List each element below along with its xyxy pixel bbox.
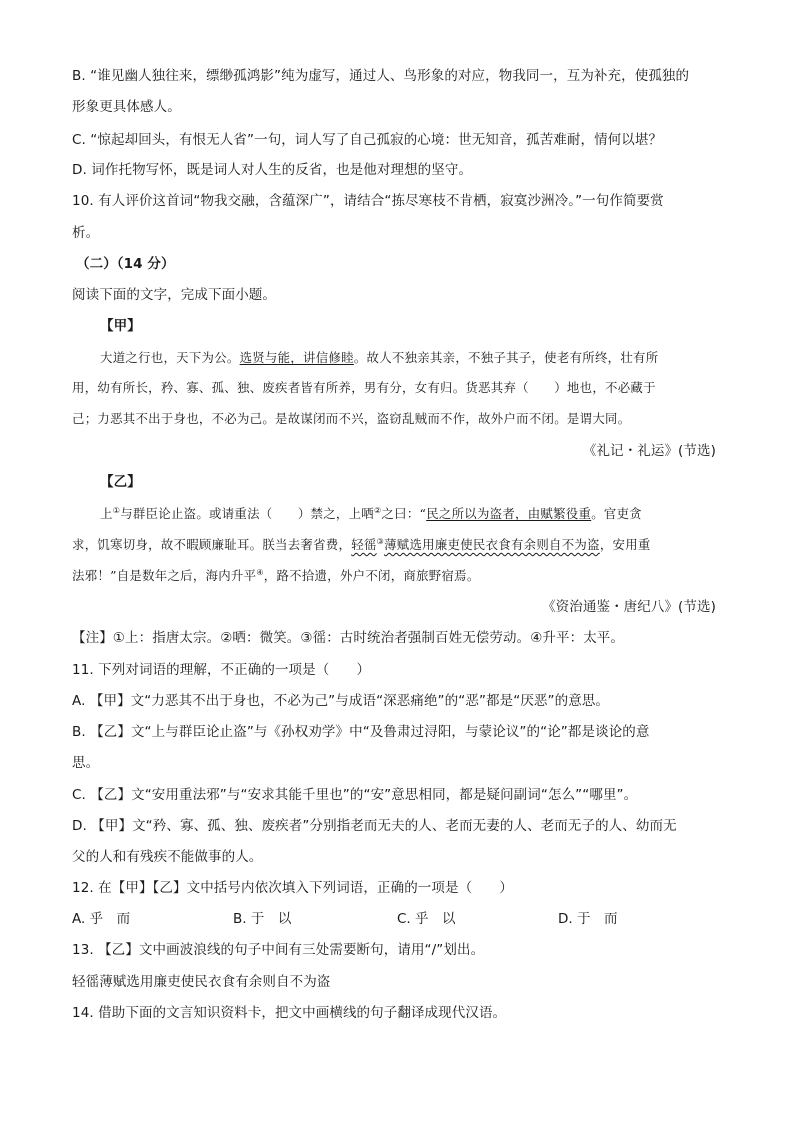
q9-option-b-line1: B. “谁见幽人独往来，缥缈孤鸿影”纯为虚写，通过人、鸟形象的对应，物我同一，互为补充，使孤独的 (72, 68, 690, 84)
passage-yi-label: 【乙】 (100, 474, 141, 490)
annotation-note: 【注】①上：指唐太宗。②哂：微笑。③徭：古时统治者强制百姓无偿劳动。④升平：太平。 (72, 630, 625, 646)
passage-yi-line2: 求，饥寒切身，故不暇顾廉耻耳。朕当去奢省费，轻徭③薄赋选用廉吏使民衣食有余则自不为盗，安用重 (72, 536, 651, 552)
q10-line1: 10. 有人评价这首词“物我交融，含蕴深广”，请结合“拣尽寒枝不肯栖，寂寞沙洲冷。”一句作简要赏 (72, 193, 664, 209)
section-instruction: 阅读下面的文字，完成下面小题。 (72, 287, 276, 303)
q11-option-d-line1: D. 【甲】文“矜、寡、孤、独、废疾者”分别指老而无夫的人、老而无妻的人、老而无子的人、幼而无 (72, 818, 677, 834)
q11-option-b-line1: B. 【乙】文“上与群臣论止盗”与《孙权劝学》中“及鲁肃过浔阳，与蒙论议”的“论”都是谈论的意 (72, 724, 650, 740)
q12-option-d: D. 于 而 (558, 911, 618, 927)
q11-option-a: A. 【甲】文“力恶其不出于身也，不必为己”与成语“深恶痛绝”的“恶”都是“厌恶”的意思。 (72, 693, 610, 709)
q12-option-b: B. 于 以 (233, 911, 292, 927)
q13-stem: 13. 【乙】文中画波浪线的句子中间有三处需要断句，请用“/”划出。 (72, 942, 485, 958)
q12-stem: 12. 在【甲】【乙】文中括号内依次填入下列词语，正确的一项是（ ） (72, 880, 514, 896)
passage-yi-line3: 法邪！”自是数年之后，海内升平④，路不拾遗，外户不闭，商旅野宿焉。 (72, 567, 480, 583)
q9-option-d: D. 词作托物写怀，既是词人对人生的反省，也是他对理想的坚守。 (72, 162, 473, 178)
q12-option-c: C. 乎 以 (397, 911, 456, 927)
underlined-sentence-jia: 选贤与能，讲信修睦 (239, 350, 354, 365)
q9-option-b-line2: 形象更具体感人。 (72, 99, 181, 115)
q13-sentence: 轻徭薄赋选用廉吏使民衣食有余则自不为盗 (72, 974, 331, 990)
passage-jia-line1: 大道之行也，天下为公。选贤与能，讲信修睦。故人不独亲其亲，不独子其子，使老有所终，壮有所 (100, 350, 659, 365)
passage-yi-source: 《资治通鉴・唐纪八》(节选) (542, 599, 716, 615)
q10-line2: 析。 (72, 225, 100, 241)
passage-yi-line1: 上①与群臣论止盗。或请重法（ ）禁之，上哂②之曰：“民之所以为盗者，由赋繁役重。官吏贪 (100, 505, 642, 521)
passage-jia-label: 【甲】 (100, 318, 141, 334)
q14-stem: 14. 借助下面的文言知识资料卡，把文中画横线的句子翻译成现代汉语。 (72, 1005, 507, 1021)
passage-jia-line2: 用，幼有所长，矜、寡、孤、独、废疾者皆有所养，男有分，女有归。货恶其弃（ ）地也，不必藏于 (72, 380, 656, 395)
underlined-sentence-yi: 民之所以为盗者，由赋繁役重 (426, 506, 592, 521)
wavy-sentence-part1: 轻徭 (351, 537, 377, 552)
q12-option-a: A. 乎 而 (72, 911, 131, 927)
section-heading: （二）（14 分） (76, 256, 175, 272)
passage-jia-line3: 己；力恶其不出于身也，不必为己。是故谋闭而不兴，盗窃乱贼而不作，故外户而不闭。是谓大同。 (72, 411, 631, 426)
q11-option-c: C. 【乙】文“安用重法邪”与“安求其能千里也”的“安”意思相同，都是疑问副词“怎么”“哪里”。 (72, 787, 638, 803)
q11-option-b-line2: 思。 (72, 755, 100, 771)
passage-jia-source: 《礼记・礼运》(节选) (582, 443, 716, 459)
q9-option-c: C. “惊起却回头，有恨无人省”一句，词人写了自己孤寂的心境：世无知音，孤苦难耐，情何以堪？ (72, 132, 663, 148)
q11-option-d-line2: 父的人和有残疾不能做事的人。 (72, 849, 263, 865)
q11-stem: 11. 下列对词语的理解，不正确的一项是（ ） (72, 662, 371, 678)
wavy-sentence-part2: 薄赋选用廉吏使民衣食有余则自不为盗 (384, 537, 600, 552)
